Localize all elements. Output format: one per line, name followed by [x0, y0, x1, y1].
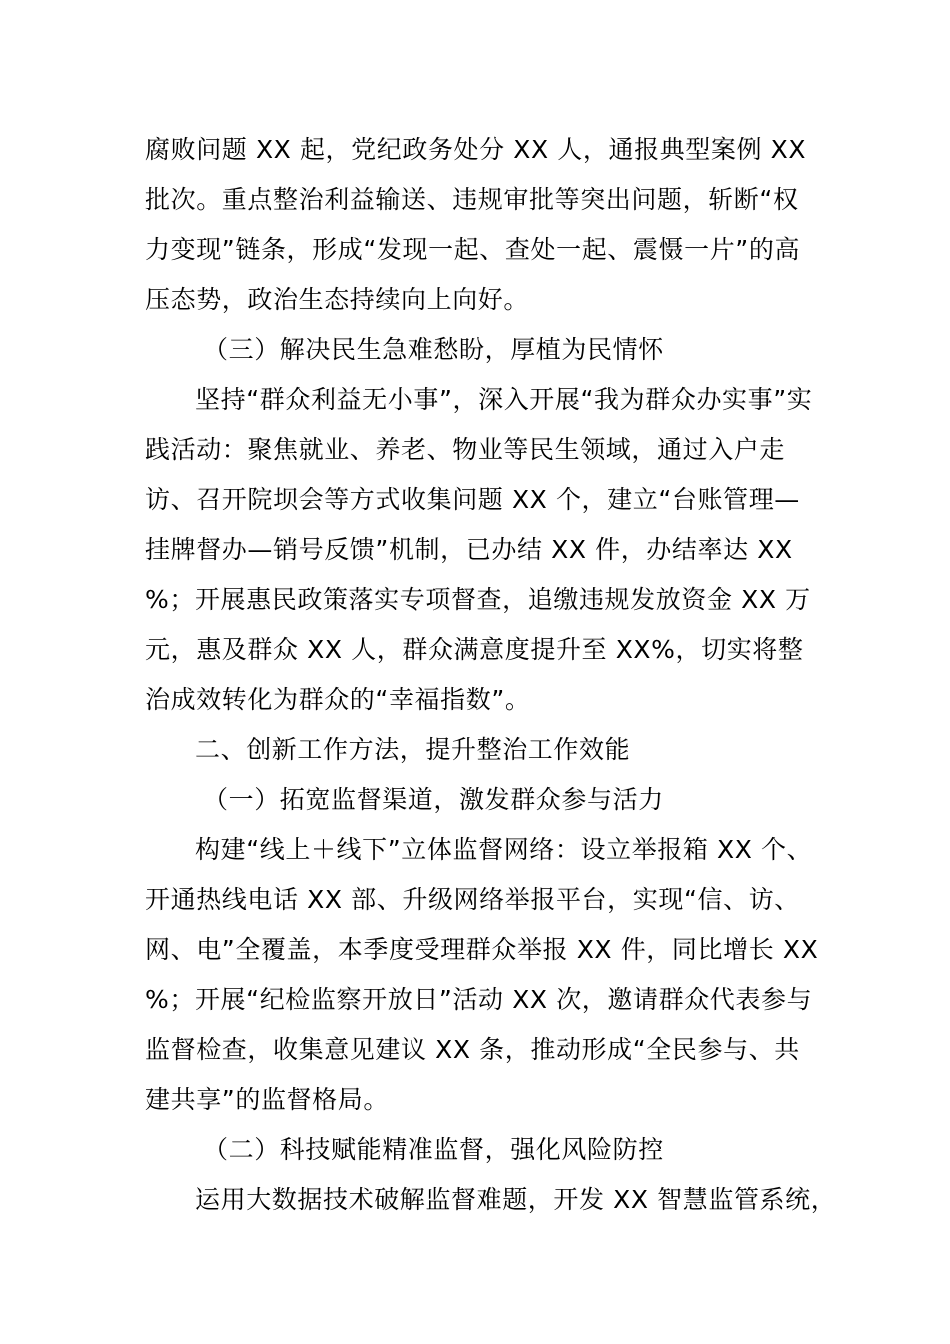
text-line: 践活动：聚焦就业、养老、物业等民生领域，通过入户走 — [145, 435, 786, 464]
text-line: 坚持“群众利益无小事”，深入开展“我为群众办实事”实 — [195, 385, 813, 414]
text-line: %；开展惠民政策落实专项督查，追缴违规发放资金 XX 万 — [145, 585, 811, 614]
section-heading: 二、创新工作方法，提升整治工作效能 — [195, 735, 631, 764]
text-line: 压态势，政治生态持续向上向好。 — [145, 285, 530, 314]
text-line: %；开展“纪检监察开放日”活动 XX 次，邀请群众代表参与 — [145, 985, 813, 1014]
text-line: 腐败问题 XX 起，党纪政务处分 XX 人，通报典型案例 XX — [145, 135, 807, 164]
text-line: 治成效转化为群众的“幸福指数”。 — [145, 685, 531, 714]
text-line: 力变现”链条，形成“发现一起、查处一起、震慑一片”的高 — [145, 235, 801, 264]
text-line: 网、电”全覆盖，本季度受理群众举报 XX 件，同比增长 XX — [145, 935, 819, 964]
text-line: 构建“线上＋线下”立体监督网络：设立举报箱 XX 个、 — [195, 835, 813, 864]
text-line: 建共享”的监督格局。 — [145, 1085, 389, 1114]
text-line: 运用大数据技术破解监督难题，开发 XX 智慧监管系统， — [195, 1185, 837, 1214]
section-heading: （一）拓宽监督渠道，激发群众参与活力 — [203, 785, 664, 814]
text-line: 批次。重点整治利益输送、违规审批等突出问题，斩断“权 — [145, 185, 799, 214]
text-line: 监督检查，收集意见建议 XX 条，推动形成“全民参与、共 — [145, 1035, 800, 1064]
text-line: 元，惠及群众 XX 人，群众满意度提升至 XX%，切实将整 — [145, 635, 804, 664]
text-line: 挂牌督办—销号反馈”机制，已办结 XX 件，办结率达 XX — [145, 535, 793, 564]
section-heading: （二）科技赋能精准监督，强化风险防控 — [203, 1135, 664, 1164]
text-line: 开通热线电话 XX 部、升级网络举报平台，实现“信、访、 — [145, 885, 800, 914]
text-line: 访、召开院坝会等方式收集问题 XX 个，建立“台账管理— — [145, 485, 800, 514]
section-heading: （三）解决民生急难愁盼，厚植为民情怀 — [203, 335, 664, 364]
